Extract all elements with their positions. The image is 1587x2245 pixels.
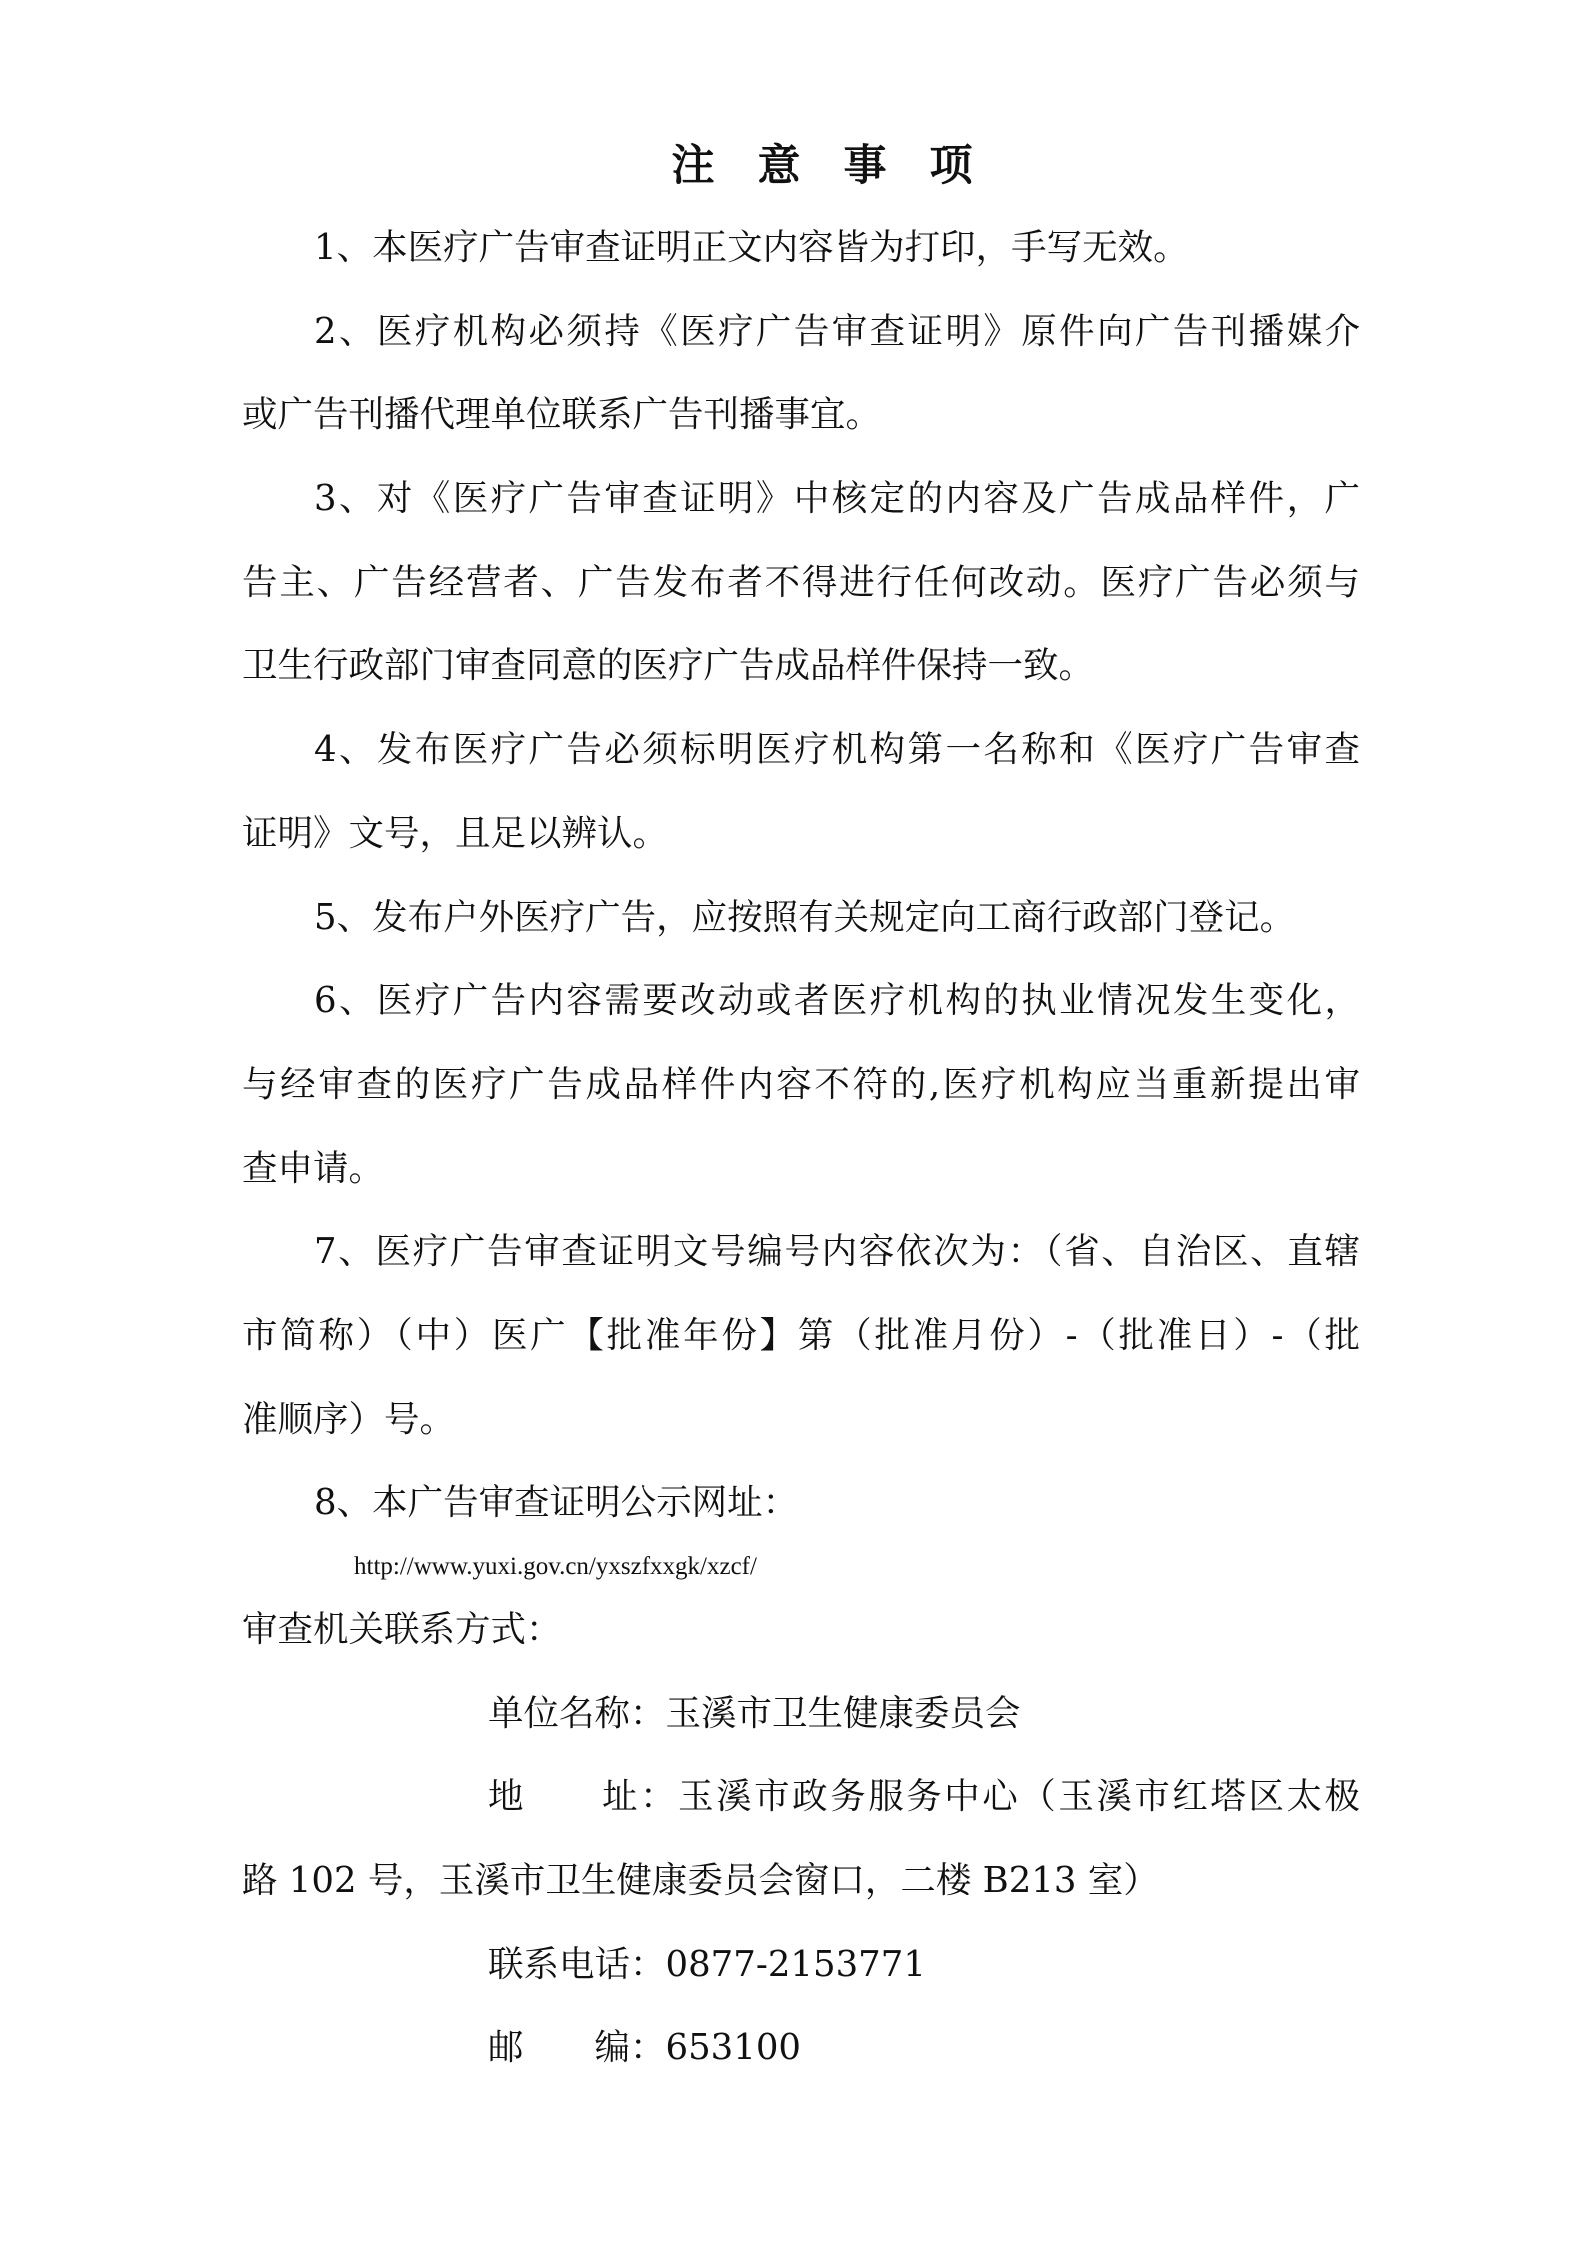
item-3-cont: 卫生行政部门审查同意的医疗广告成品样件保持一致。 — [242, 645, 1095, 687]
document-body — [242, 206, 1360, 2090]
item-4: 4、发布医疗广告必须标明医疗机构第一名称和《医疗广告审查 — [314, 729, 1360, 771]
item-8: 8、本广告审查证明公示网址： — [314, 1482, 799, 1524]
item-7-cont: 准顺序）号。 — [242, 1398, 456, 1440]
item-2-cont: 或广告刊播代理单位联系广告刊播事宜。 — [242, 394, 882, 436]
item-5: 5、发布户外医疗广告，应按照有关规定向工商行政部门登记。 — [314, 896, 1296, 938]
contact-heading: 审查机关联系方式： — [242, 1609, 562, 1650]
item-7-cont: 市简称）（中）医广【批准年份】第（批准月份）-（批准日）-（批 — [242, 1314, 1360, 1356]
item-6-cont: 查申请。 — [242, 1147, 385, 1189]
item-3: 3、对《医疗广告审查证明》中核定的内容及广告成品样件，广 — [314, 478, 1360, 520]
contact-unit: 单位名称：玉溪市卫生健康委员会 — [488, 1692, 1021, 1734]
page-title: 注意事项 — [671, 141, 1016, 191]
contact-phone: 联系电话：0877-2153771 — [488, 1943, 926, 1985]
item-6: 6、医疗广告内容需要改动或者医疗机构的执业情况发生变化， — [314, 980, 1360, 1022]
item-3-cont: 告主、广告经营者、广告发布者不得进行任何改动。医疗广告必须与 — [242, 561, 1360, 603]
contact-address: 地 址：玉溪市政务服务中心（玉溪市红塔区太极 — [488, 1776, 1360, 1818]
item-4-cont: 证明》文号，且足以辨认。 — [242, 812, 669, 854]
item-7: 7、医疗广告审查证明文号编号内容依次为：（省、自治区、直辖 — [314, 1231, 1360, 1273]
contact-address-cont: 路 102 号，玉溪市卫生健康委员会窗口，二楼 B213 室） — [242, 1860, 1159, 1902]
public-url-link[interactable]: http://www.yuxi.gov.cn/yxszfxxgk/xzcf/ — [354, 1553, 757, 1580]
item-1: 1、本医疗广告审查证明正文内容皆为打印，手写无效。 — [314, 227, 1189, 268]
item-2: 2、医疗机构必须持《医疗广告审查证明》原件向广告刊播媒介 — [314, 310, 1360, 352]
item-6-cont: 与经审查的医疗广告成品样件内容不符的,医疗机构应当重新提出审 — [242, 1063, 1360, 1105]
contact-postcode: 邮 编：653100 — [488, 2027, 802, 2069]
